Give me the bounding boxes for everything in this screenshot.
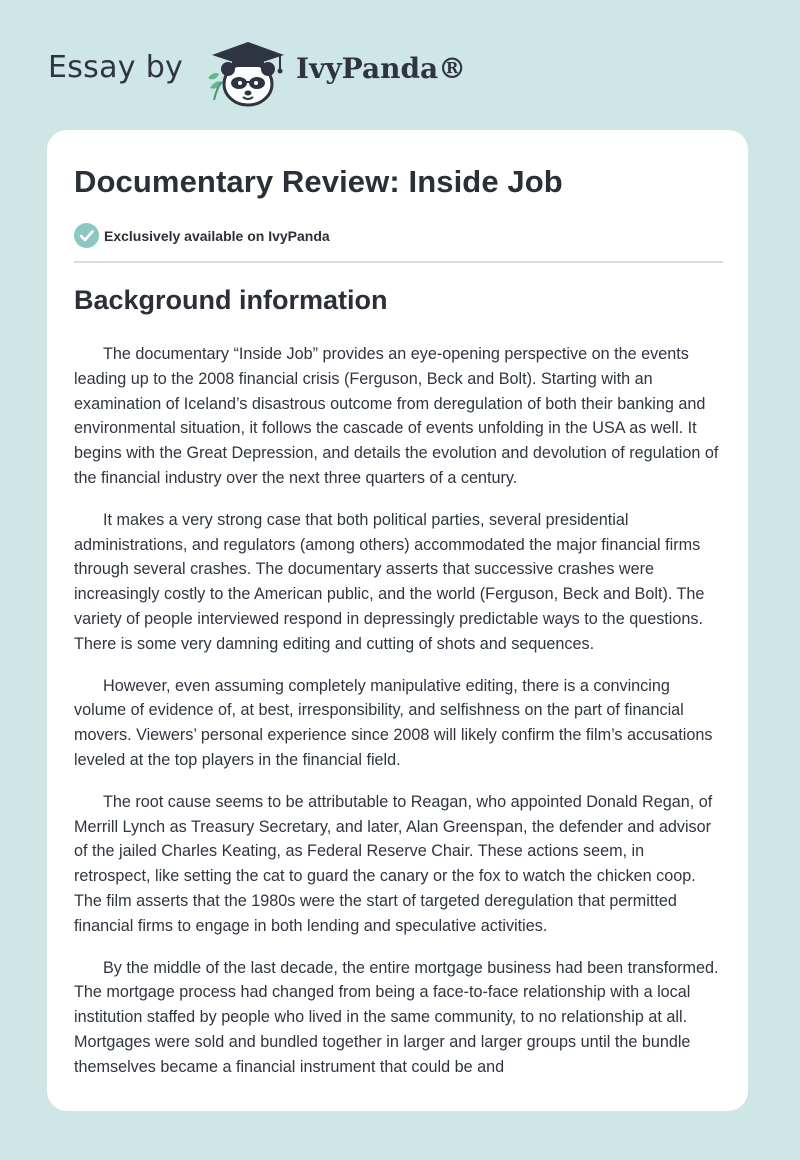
exclusive-label: Exclusively available on IvyPanda: [104, 227, 330, 244]
article-body: [74, 342, 724, 1097]
section-heading: Background information: [74, 285, 388, 315]
paragraph: The documentary “Inside Job” provides an eye-opening perspective on the events leading up to the 2008 financial crisis (Ferguson, Beck and Bolt). Starting with an examination of Iceland’s disastrous outcome from deregulation of both their banking and environmental situation, it follows the cascade of events unfolding in the USA as well. It begins with the Great Depression, and details the evolution and devolution of regulation of the financial industry over the next three quarters of a century.: [74, 345, 719, 487]
brand-name[interactable]: IvyPanda®: [296, 52, 467, 85]
divider: [74, 261, 723, 263]
paragraph: However, even assuming completely manipulative editing, there is a convincing volume of evidence of, at best, irresponsibility, and selfishness on the part of financial movers. Viewers’ personal experience since 2008 will likely confirm the film’s accusations leveled at the top players in the financial field.: [74, 676, 713, 769]
article-card: [47, 130, 748, 1111]
check-circle-icon: [74, 223, 99, 248]
page-title: Documentary Review: Inside Job: [74, 164, 563, 199]
brand-prefix: Essay by: [48, 50, 184, 85]
paragraph: It makes a very strong case that both political parties, several presidential administrations, and regulators (among others) accommodated the major financial firms through several crashes. The documentary asserts that successive crashes were increasingly costly to the American public, and the world (Ferguson, Beck and Bolt). The variety of people interviewed respond in depressingly predictable ways to the questions. There is some very damning editing and cutting of shots and sequences.: [74, 510, 705, 653]
site-header: [0, 0, 800, 130]
exclusive-badge: [74, 223, 330, 248]
paragraph: The root cause seems to be attributable to Reagan, who appointed Donald Regan, of Merrill Lynch as Treasury Secretary, and later, Alan Greenspan, the defender and advisor of the jailed Charles Keating, as Federal Reserve Chair. These actions seem, in retrospect, like setting the cat to guard the canary or the fox to watch the chicken coop. The film asserts that the 1980s were the start of targeted deregulation that permitted financial firms to engage in both lending and speculative activities.: [74, 792, 713, 935]
paragraph: By the middle of the last decade, the entire mortgage business had been transformed. The mortgage process had changed from being a face-to-face relationship with a local institution staffed by people who lived in the same community, to no relationship at all. Mortgages were sold and bundled together in larger and larger groups until the bundle themselves became a financial instrument that could be and: [74, 958, 719, 1076]
panda-graduation-cap-icon[interactable]: [200, 36, 292, 110]
